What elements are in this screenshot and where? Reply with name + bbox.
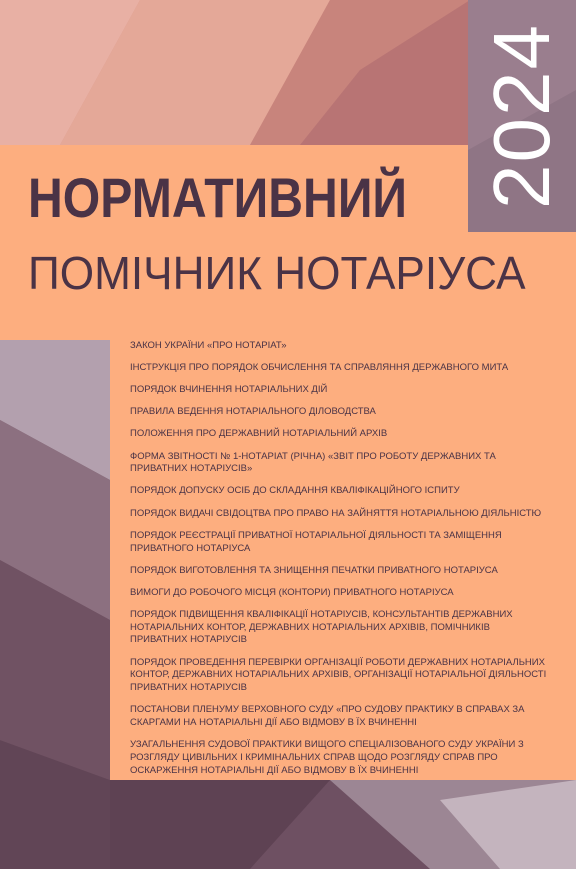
contents-item: ПОРЯДОК ВИДАЧІ СВІДОЦТВА ПРО ПРАВО НА ЗАЙНЯТТЯ НОТАРІАЛЬНОЮ ДІЯЛЬНІСТЮ: [130, 507, 542, 519]
contents-list: [130, 340, 550, 787]
year-label: [468, 0, 576, 232]
contents-item: ПОРЯДОК РЕЄСТРАЦІЇ ПРИВАТНОЇ НОТАРІАЛЬНОЇ ДІЯЛЬНОСТІ ТА ЗАМІЩЕННЯ ПРИВАТНОГО НОТАРІУСА: [130, 529, 502, 554]
title-line-2: ПОМІЧНИК НОТАРІУСА: [28, 247, 526, 299]
contents-item: ПОРЯДОК ПІДВИЩЕННЯ КВАЛІФІКАЦІЇ НОТАРІУСІВ, КОНСУЛЬТАНТІВ ДЕРЖАВНИХ НОТАРІАЛЬНИХ КОНТОР, ДЕРЖАВНИХ НОТАРІАЛЬНИХ АРХІВІВ, ПОМІЧНИКІВ ПРИВАТНИХ НОТАРІУСІВ: [130, 608, 513, 646]
contents-item: ІНСТРУКЦІЯ ПРО ПОРЯДОК ОБЧИСЛЕННЯ ТА СПРАВЛЯННЯ ДЕРЖАВНОГО МИТА: [130, 362, 509, 374]
contents-item: ПОРЯДОК ПРОВЕДЕННЯ ПЕРЕВІРКИ ОРГАНІЗАЦІЇ РОБОТИ ДЕРЖАВНИХ НОТАРІАЛЬНИХ КОНТОР, ДЕРЖАВНИХ НОТАРІАЛЬНИХ АРХІВІВ, ОРГАНІЗАЦІЇ НОТАРІАЛЬНОЇ ДІЯЛЬНОСТІ ПРИВАТНИХ НОТАРІУСІВ: [130, 656, 547, 694]
contents-item: ПОРЯДОК ДОПУСКУ ОСІБ ДО СКЛАДАННЯ КВАЛІФІКАЦІЙНОГО ІСПИТУ: [130, 485, 460, 497]
contents-item: ПОЛОЖЕННЯ ПРО ДЕРЖАВНИЙ НОТАРІАЛЬНИЙ АРХІВ: [130, 428, 388, 440]
contents-item: ПОРЯДОК ВИГОТОВЛЕННЯ ТА ЗНИЩЕННЯ ПЕЧАТКИ ПРИВАТНОГО НОТАРІУСА: [130, 564, 498, 576]
contents-item: ПОСТАНОВИ ПЛЕНУМУ ВЕРХОВНОГО СУДУ «ПРО СУДОВУ ПРАКТИКУ В СПРАВАХ ЗА СКАРГАМИ НА НОТАРІАЛЬНІ ДІЇ АБО ВІДМОВУ В ЇХ ВЧИНЕННІ: [130, 704, 525, 729]
contents-item: ПОРЯДОК ВЧИНЕННЯ НОТАРІАЛЬНИХ ДІЙ: [130, 384, 328, 396]
year-text: 2024: [477, 23, 566, 209]
contents-item: ЗАКОН УКРАЇНИ «ПРО НОТАРІАТ»: [130, 340, 287, 351]
title-line-1: НОРМАТИВНИЙ: [28, 166, 408, 229]
contents-item: ВИМОГИ ДО РОБОЧОГО МІСЦЯ (КОНТОРИ) ПРИВАТНОГО НОТАРІУСА: [130, 586, 454, 598]
contents-item: ПРАВИЛА ВЕДЕННЯ НОТАРІАЛЬНОГО ДІЛОВОДСТВА: [130, 406, 376, 418]
contents-item: ФОРМА ЗВІТНОСТІ № 1-НОТАРІАТ (РІЧНА) «ЗВІТ ПРО РОБОТУ ДЕРЖАВНИХ ТА ПРИВАТНИХ НОТАРІУСІВ»: [130, 450, 496, 475]
contents-item: УЗАГАЛЬНЕННЯ СУДОВОЇ ПРАКТИКИ ВИЩОГО СПЕЦІАЛІЗОВАНОГО СУДУ УКРАЇНИ З РОЗГЛЯДУ ЦИВІЛЬНИХ І КРИМІНАЛЬНИХ СПРАВ ЩОДО РОЗГЛЯДУ СПРАВ ПРО ОСКАРЖЕННЯ НОТАРІАЛЬНІ ДІЇ АБО ВІДМОВУ В ЇХ ВЧИНЕННІ: [130, 739, 524, 776]
